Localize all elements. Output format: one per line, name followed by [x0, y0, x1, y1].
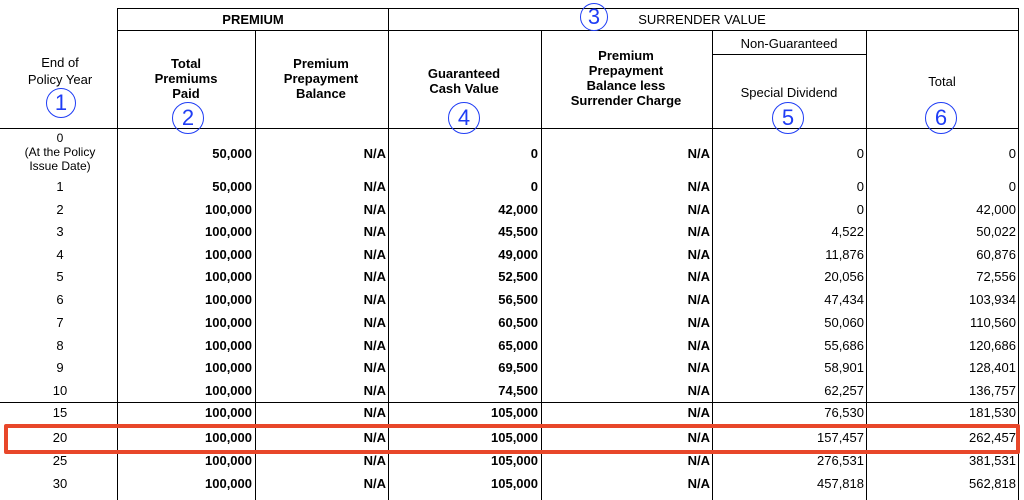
cell-special-dividend: 20,056 [824, 269, 864, 284]
surrender-group-header: SURRENDER VALUE [638, 12, 766, 27]
cell-total-premiums: 100,000 [205, 430, 252, 445]
col-header-line: Guaranteed [427, 66, 501, 81]
cell-special-dividend: 50,060 [824, 315, 864, 330]
cell-year: 20 [52, 430, 68, 445]
cell-prep-less: N/A [687, 430, 710, 445]
cell-total-premiums: 100,000 [205, 247, 252, 262]
grid-line [0, 128, 1019, 129]
col-header-year-line: Policy Year [27, 72, 93, 87]
col-header-line: Prepayment [588, 63, 664, 78]
cell-prepayment: N/A [363, 360, 386, 375]
cell-total: 120,686 [969, 338, 1016, 353]
cell-guaranteed: 65,000 [498, 338, 538, 353]
cell-total: 0 [1008, 179, 1016, 194]
col-header-line: Premiums [154, 71, 218, 86]
cell-total-premiums: 100,000 [205, 338, 252, 353]
cell-special-dividend: 76,530 [824, 405, 864, 420]
col-header-line: Prepayment [283, 71, 359, 86]
col-header-total-premiums [155, 56, 218, 101]
cell-prepayment: N/A [363, 476, 386, 491]
cell-prep-less: N/A [687, 292, 710, 307]
col-header-line: Total [170, 56, 202, 71]
cell-guaranteed: 105,000 [491, 405, 538, 420]
cell-special-dividend: 55,686 [824, 338, 864, 353]
cell-total: 181,530 [969, 405, 1016, 420]
marker-5-icon: 5 [772, 102, 804, 134]
cell-guaranteed: 0 [530, 179, 538, 194]
cell-guaranteed: 105,000 [491, 453, 538, 468]
cell-prepayment: N/A [363, 247, 386, 262]
cell-prepayment: N/A [363, 179, 386, 194]
cell-guaranteed: 49,000 [498, 247, 538, 262]
cell-total: 42,000 [976, 202, 1016, 217]
cell-prep-less: N/A [687, 360, 710, 375]
cell-prep-less: N/A [687, 224, 710, 239]
cell-total-premiums: 100,000 [205, 476, 252, 491]
year-line: (At the Policy [24, 145, 96, 159]
cell-total-premiums: 50,000 [212, 146, 252, 161]
cell-guaranteed: 105,000 [491, 430, 538, 445]
cell-prep-less: N/A [687, 269, 710, 284]
cell-total-premiums: 100,000 [205, 315, 252, 330]
col-header-line: Surrender Charge [570, 93, 682, 108]
cell-year: 15 [52, 405, 68, 420]
cell-prepayment: N/A [363, 453, 386, 468]
cell-total-premiums: 100,000 [205, 269, 252, 284]
cell-prep-less: N/A [687, 405, 710, 420]
col-header-prep-less [571, 48, 682, 108]
col-header-line: Premium [598, 48, 654, 63]
cell-guaranteed: 69,500 [498, 360, 538, 375]
cell-special-dividend: 62,257 [824, 383, 864, 398]
cell-total-premiums: 100,000 [205, 202, 252, 217]
cell-special-dividend: 47,434 [824, 292, 864, 307]
cell-total: 128,401 [969, 360, 1016, 375]
cell-total: 262,457 [969, 430, 1016, 445]
cell-special-dividend: 0 [856, 202, 864, 217]
cell-year: 3 [56, 224, 64, 239]
cell-guaranteed: 0 [530, 146, 538, 161]
cell-prepayment: N/A [363, 383, 386, 398]
marker-2-icon: 2 [172, 102, 204, 134]
cell-prepayment: N/A [363, 405, 386, 420]
cell-special-dividend: 276,531 [817, 453, 864, 468]
cell-year: 8 [56, 338, 64, 353]
cell-prep-less: N/A [687, 247, 710, 262]
cell-special-dividend: 4,522 [831, 224, 864, 239]
col-header-prepayment [284, 56, 358, 101]
cell-prep-less: N/A [687, 179, 710, 194]
cell-prep-less: N/A [687, 383, 710, 398]
cell-prepayment: N/A [363, 338, 386, 353]
cell-guaranteed: 42,000 [498, 202, 538, 217]
year-line: Issue Date) [29, 159, 91, 173]
cell-prep-less: N/A [687, 338, 710, 353]
col-header-guaranteed [428, 66, 500, 96]
col-header-line: Balance [296, 86, 346, 101]
col-header-year-line: End of [41, 55, 79, 70]
cell-total-premiums: 100,000 [205, 292, 252, 307]
grid-line [117, 8, 1019, 9]
first-row-year [25, 131, 96, 173]
cell-guaranteed: 56,500 [498, 292, 538, 307]
cell-total: 60,876 [976, 247, 1016, 262]
cell-total: 50,022 [976, 224, 1016, 239]
cell-year: 4 [56, 247, 64, 262]
cell-year: 5 [56, 269, 64, 284]
cell-prepayment: N/A [363, 224, 386, 239]
col-header-special-dividend: Special Dividend [740, 85, 838, 100]
cell-year: 6 [56, 292, 64, 307]
cell-total-premiums: 100,000 [205, 360, 252, 375]
cell-special-dividend: 457,818 [817, 476, 864, 491]
cell-total: 562,818 [969, 476, 1016, 491]
cell-prep-less: N/A [687, 202, 710, 217]
cell-prepayment: N/A [363, 315, 386, 330]
grid-line [117, 30, 1019, 31]
cell-prep-less: N/A [687, 453, 710, 468]
cell-total-premiums: 100,000 [205, 383, 252, 398]
cell-year: 7 [56, 315, 64, 330]
premium-group-header: PREMIUM [222, 12, 284, 27]
marker-3-icon: 3 [580, 3, 608, 31]
cell-year: 2 [56, 202, 64, 217]
cell-guaranteed: 60,500 [498, 315, 538, 330]
cell-prep-less: N/A [687, 315, 710, 330]
col-header-line: Balance less [586, 78, 666, 93]
marker-4-icon: 4 [448, 102, 480, 134]
cell-total-premiums: 100,000 [205, 224, 252, 239]
cell-total: 381,531 [969, 453, 1016, 468]
cell-year: 30 [52, 476, 68, 491]
cell-total: 136,757 [969, 383, 1016, 398]
cell-year: 25 [52, 453, 68, 468]
year-line: 0 [56, 131, 64, 145]
marker-6-icon: 6 [925, 102, 957, 134]
cell-guaranteed: 45,500 [498, 224, 538, 239]
col-header-line: Premium [293, 56, 349, 71]
cell-year: 10 [52, 383, 68, 398]
grid-line [712, 54, 867, 55]
cell-special-dividend: 0 [856, 179, 864, 194]
cell-special-dividend: 157,457 [817, 430, 864, 445]
col-header-year [28, 54, 92, 88]
cell-special-dividend: 58,901 [824, 360, 864, 375]
cell-guaranteed: 105,000 [491, 476, 538, 491]
cell-prepayment: N/A [363, 292, 386, 307]
cell-prep-less: N/A [687, 476, 710, 491]
cell-special-dividend: 11,876 [825, 247, 864, 262]
cell-total: 103,934 [969, 292, 1016, 307]
cell-prepayment: N/A [363, 430, 386, 445]
cell-total-premiums: 50,000 [212, 179, 252, 194]
non-guaranteed-header: Non-Guaranteed [740, 36, 838, 51]
cell-total-premiums: 100,000 [205, 405, 252, 420]
cell-prepayment: N/A [363, 146, 386, 161]
cell-guaranteed: 74,500 [498, 383, 538, 398]
cell-total-premiums: 100,000 [205, 453, 252, 468]
cell-year: 1 [56, 179, 64, 194]
cell-prepayment: N/A [363, 269, 386, 284]
cell-prepayment: N/A [363, 202, 386, 217]
cell-prep-less: N/A [687, 146, 710, 161]
col-header-line: Paid [172, 86, 200, 101]
cell-total: 72,556 [976, 269, 1016, 284]
marker-1-icon: 1 [46, 88, 76, 118]
cell-special-dividend: 0 [856, 146, 864, 161]
cell-total: 0 [1008, 146, 1016, 161]
col-header-line: Cash Value [429, 81, 499, 96]
cell-year: 9 [56, 360, 64, 375]
cell-guaranteed: 52,500 [498, 269, 538, 284]
row-highlight [4, 424, 1020, 454]
col-header-total: Total [928, 74, 956, 89]
cell-total: 110,560 [969, 315, 1016, 330]
